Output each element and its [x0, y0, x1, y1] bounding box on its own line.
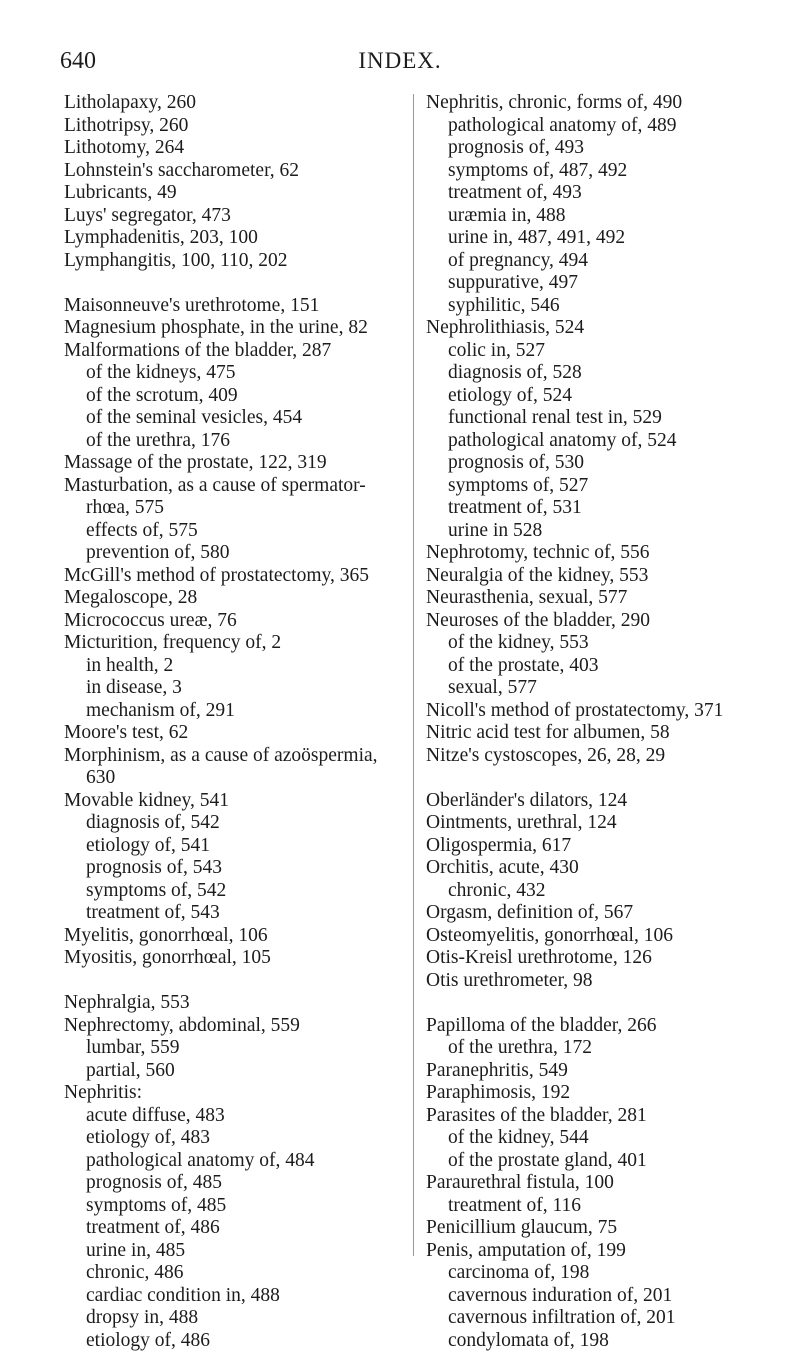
index-entry: Magnesium phosphate, in the urine, 82: [64, 317, 410, 340]
index-entry: Micturition, frequency of, 2: [64, 632, 410, 655]
index-entry: Lithotripsy, 260: [64, 115, 410, 138]
index-subentry: treatment of, 486: [64, 1217, 410, 1240]
index-subentry: prognosis of, 493: [426, 137, 800, 160]
index-column-left: [64, 92, 410, 1352]
index-subentry: effects of, 575: [64, 520, 410, 543]
index-entry: Neuralgia of the kidney, 553: [426, 565, 800, 588]
page-title: INDEX.: [0, 48, 800, 74]
index-subentry: etiology of, 483: [64, 1127, 410, 1150]
index-subentry: condylomata of, 198: [426, 1330, 800, 1352]
index-subentry: uræmia in, 488: [426, 205, 800, 228]
index-subentry: symptoms of, 485: [64, 1195, 410, 1218]
index-entry: Luys' segregator, 473: [64, 205, 410, 228]
index-subentry: symptoms of, 487, 492: [426, 160, 800, 183]
index-subentry: of the prostate, 403: [426, 655, 800, 678]
index-entry: Oberländer's dilators, 124: [426, 790, 800, 813]
index-entry: Neurasthenia, sexual, 577: [426, 587, 800, 610]
page-header: [0, 38, 800, 78]
index-entry: Nephrolithiasis, 524: [426, 317, 800, 340]
index-entry: Penis, amputation of, 199: [426, 1240, 800, 1263]
index-entry: Paraphimosis, 192: [426, 1082, 800, 1105]
index-entry: Oligospermia, 617: [426, 835, 800, 858]
index-entry: Micrococcus ureæ, 76: [64, 610, 410, 633]
index-subentry: of pregnancy, 494: [426, 250, 800, 273]
index-entry: Nephritis, chronic, forms of, 490: [426, 92, 800, 115]
index-entry: Orgasm, definition of, 567: [426, 902, 800, 925]
page-number: 640: [60, 48, 96, 75]
index-entry: Myelitis, gonorrhœal, 106: [64, 925, 410, 948]
index-subentry: of the urethra, 172: [426, 1037, 800, 1060]
index-subentry: diagnosis of, 528: [426, 362, 800, 385]
index-entry: Otis-Kreisl urethrotome, 126: [426, 947, 800, 970]
index-subentry: syphilitic, 546: [426, 295, 800, 318]
index-subentry: urine in, 487, 491, 492: [426, 227, 800, 250]
index-entry: Malformations of the bladder, 287: [64, 340, 410, 363]
index-subentry: pathological anatomy of, 489: [426, 115, 800, 138]
index-entry: Lubricants, 49: [64, 182, 410, 205]
index-subentry: sexual, 577: [426, 677, 800, 700]
index-entry: Lithotomy, 264: [64, 137, 410, 160]
index-subentry: symptoms of, 527: [426, 475, 800, 498]
index-subentry: cavernous infiltration of, 201: [426, 1307, 800, 1330]
index-subentry: dropsy in, 488: [64, 1307, 410, 1330]
index-subentry: treatment of, 531: [426, 497, 800, 520]
index-subentry: treatment of, 493: [426, 182, 800, 205]
index-entry: Movable kidney, 541: [64, 790, 410, 813]
index-entry: Nephritis:: [64, 1082, 410, 1105]
index-entry: Otis urethrometer, 98: [426, 970, 800, 993]
index-entry: Osteomyelitis, gonorrhœal, 106: [426, 925, 800, 948]
index-entry: Orchitis, acute, 430: [426, 857, 800, 880]
section-gap: [64, 272, 410, 295]
index-subentry: pathological anatomy of, 524: [426, 430, 800, 453]
index-entry: Lohnstein's saccharometer, 62: [64, 160, 410, 183]
index-subentry: prognosis of, 543: [64, 857, 410, 880]
index-subentry: treatment of, 116: [426, 1195, 800, 1218]
index-subentry: of the kidney, 553: [426, 632, 800, 655]
index-subentry: cavernous induration of, 201: [426, 1285, 800, 1308]
index-entry: Masturbation, as a cause of spermator-: [64, 475, 410, 498]
index-subentry: of the prostate gland, 401: [426, 1150, 800, 1173]
index-subentry: of the seminal vesicles, 454: [64, 407, 410, 430]
index-subentry: etiology of, 541: [64, 835, 410, 858]
index-subentry: colic in, 527: [426, 340, 800, 363]
index-subentry: etiology of, 486: [64, 1330, 410, 1352]
index-entry: Lymphangitis, 100, 110, 202: [64, 250, 410, 273]
index-entry: Nephralgia, 553: [64, 992, 410, 1015]
index-subentry: prognosis of, 530: [426, 452, 800, 475]
index-entry: Parasites of the bladder, 281: [426, 1105, 800, 1128]
index-entry: Paranephritis, 549: [426, 1060, 800, 1083]
index-entry: Penicillium glaucum, 75: [426, 1217, 800, 1240]
index-subentry: 630: [64, 767, 410, 790]
index-subentry: pathological anatomy of, 484: [64, 1150, 410, 1173]
index-entry: Massage of the prostate, 122, 319: [64, 452, 410, 475]
index-subentry: in health, 2: [64, 655, 410, 678]
column-divider: [413, 94, 414, 1256]
index-subentry: chronic, 432: [426, 880, 800, 903]
index-subentry: acute diffuse, 483: [64, 1105, 410, 1128]
index-subentry: urine in, 485: [64, 1240, 410, 1263]
index-subentry: of the urethra, 176: [64, 430, 410, 453]
index-entry: Nitric acid test for albumen, 58: [426, 722, 800, 745]
index-subentry: lumbar, 559: [64, 1037, 410, 1060]
index-subentry: of the kidney, 544: [426, 1127, 800, 1150]
index-entry: McGill's method of prostatectomy, 365: [64, 565, 410, 588]
index-entry: Neuroses of the bladder, 290: [426, 610, 800, 633]
index-entry: Nephrotomy, technic of, 556: [426, 542, 800, 565]
index-entry: Nitze's cystoscopes, 26, 28, 29: [426, 745, 800, 768]
index-subentry: of the kidneys, 475: [64, 362, 410, 385]
index-entry: Maisonneuve's urethrotome, 151: [64, 295, 410, 318]
index-column-right: [426, 92, 800, 1352]
index-entry: Litholapaxy, 260: [64, 92, 410, 115]
index-subentry: prognosis of, 485: [64, 1172, 410, 1195]
section-gap: [426, 992, 800, 1015]
section-gap: [64, 970, 410, 993]
index-entry: Nicoll's method of prostatectomy, 371: [426, 700, 800, 723]
index-entry: Nephrectomy, abdominal, 559: [64, 1015, 410, 1038]
index-subentry: cardiac condition in, 488: [64, 1285, 410, 1308]
index-subentry: prevention of, 580: [64, 542, 410, 565]
index-subentry: chronic, 486: [64, 1262, 410, 1285]
index-subentry: suppurative, 497: [426, 272, 800, 295]
index-subentry: in disease, 3: [64, 677, 410, 700]
index-entry: Moore's test, 62: [64, 722, 410, 745]
index-subentry: functional renal test in, 529: [426, 407, 800, 430]
index-entry: Lymphadenitis, 203, 100: [64, 227, 410, 250]
index-subentry: rhœa, 575: [64, 497, 410, 520]
index-subentry: of the scrotum, 409: [64, 385, 410, 408]
index-entry: Papilloma of the bladder, 266: [426, 1015, 800, 1038]
index-entry: Megaloscope, 28: [64, 587, 410, 610]
index-subentry: treatment of, 543: [64, 902, 410, 925]
section-gap: [426, 767, 800, 790]
index-entry: Morphinism, as a cause of azoöspermia,: [64, 745, 410, 768]
index-subentry: mechanism of, 291: [64, 700, 410, 723]
index-subentry: symptoms of, 542: [64, 880, 410, 903]
index-entry: Paraurethral fistula, 100: [426, 1172, 800, 1195]
index-entry: Myositis, gonorrhœal, 105: [64, 947, 410, 970]
index-subentry: partial, 560: [64, 1060, 410, 1083]
index-subentry: diagnosis of, 542: [64, 812, 410, 835]
index-subentry: carcinoma of, 198: [426, 1262, 800, 1285]
index-subentry: urine in 528: [426, 520, 800, 543]
index-entry: Ointments, urethral, 124: [426, 812, 800, 835]
index-subentry: etiology of, 524: [426, 385, 800, 408]
